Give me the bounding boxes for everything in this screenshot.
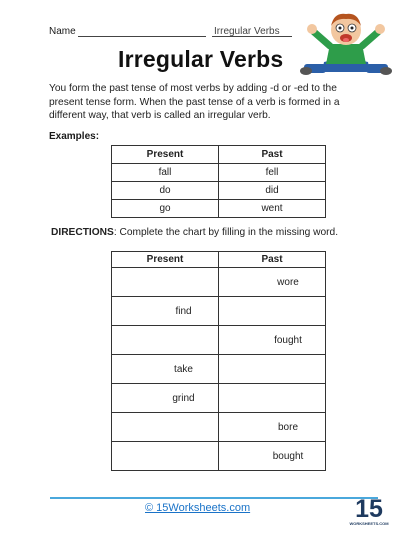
example-past-cell: went — [219, 200, 326, 218]
examples-table — [111, 145, 326, 218]
header-worksheet-title: Irregular Verbs — [214, 26, 280, 37]
table-row — [112, 200, 326, 218]
15worksheets-logo — [349, 493, 389, 527]
intro-paragraph: You form the past tense of most verbs by adding -d or -ed to the present tense form. When the past tense of a verb is formed in a different way, that verb is called an irregular verb. — [49, 83, 340, 122]
directions-label: DIRECTIONS — [51, 227, 114, 238]
cartoon-boy-illustration — [300, 10, 392, 82]
example-present-cell: go — [112, 200, 219, 218]
copyright-link[interactable]: © 15Worksheets.com — [145, 502, 251, 514]
exercise-past-cell: fought — [219, 326, 326, 355]
logo-number: 15 — [355, 495, 383, 523]
example-past-cell: fell — [219, 164, 326, 182]
exercise-present-cell: grind — [112, 384, 219, 413]
table-row — [112, 413, 326, 442]
exercise-header-past: Past — [219, 252, 326, 268]
examples-header-present: Present — [112, 146, 219, 164]
header-underline — [212, 36, 292, 37]
name-fill-line[interactable] — [78, 36, 206, 37]
logo-text: WORKSHEETS.COM — [349, 521, 389, 526]
exercise-present-cell[interactable] — [112, 413, 219, 442]
table-row — [112, 268, 326, 297]
name-label: Name — [49, 26, 76, 37]
example-present-cell: fall — [112, 164, 219, 182]
example-past-cell: did — [219, 182, 326, 200]
exercise-present-cell: take — [112, 355, 219, 384]
exercise-present-cell[interactable] — [112, 268, 219, 297]
exercise-table — [111, 251, 326, 471]
table-row — [112, 326, 326, 355]
footer-divider — [50, 497, 378, 499]
exercise-past-cell[interactable] — [219, 384, 326, 413]
table-row — [112, 384, 326, 413]
table-row — [112, 442, 326, 471]
table-row — [112, 297, 326, 326]
exercise-header-present: Present — [112, 252, 219, 268]
exercise-past-cell: bought — [219, 442, 326, 471]
exercise-past-cell: wore — [219, 268, 326, 297]
examples-label: Examples: — [49, 131, 100, 142]
directions-body: : Complete the chart by filling in the missing word. — [113, 227, 339, 238]
table-row — [112, 164, 326, 182]
exercise-present-cell: find — [112, 297, 219, 326]
exercise-past-cell[interactable] — [219, 297, 326, 326]
table-row — [112, 182, 326, 200]
page-title: Irregular Verbs — [118, 46, 284, 72]
exercise-present-cell[interactable] — [112, 442, 219, 471]
directions-text — [51, 227, 338, 238]
exercise-past-cell: bore — [219, 413, 326, 442]
exercise-past-cell[interactable] — [219, 355, 326, 384]
example-present-cell: do — [112, 182, 219, 200]
examples-header-past: Past — [219, 146, 326, 164]
exercise-present-cell[interactable] — [112, 326, 219, 355]
table-row — [112, 355, 326, 384]
